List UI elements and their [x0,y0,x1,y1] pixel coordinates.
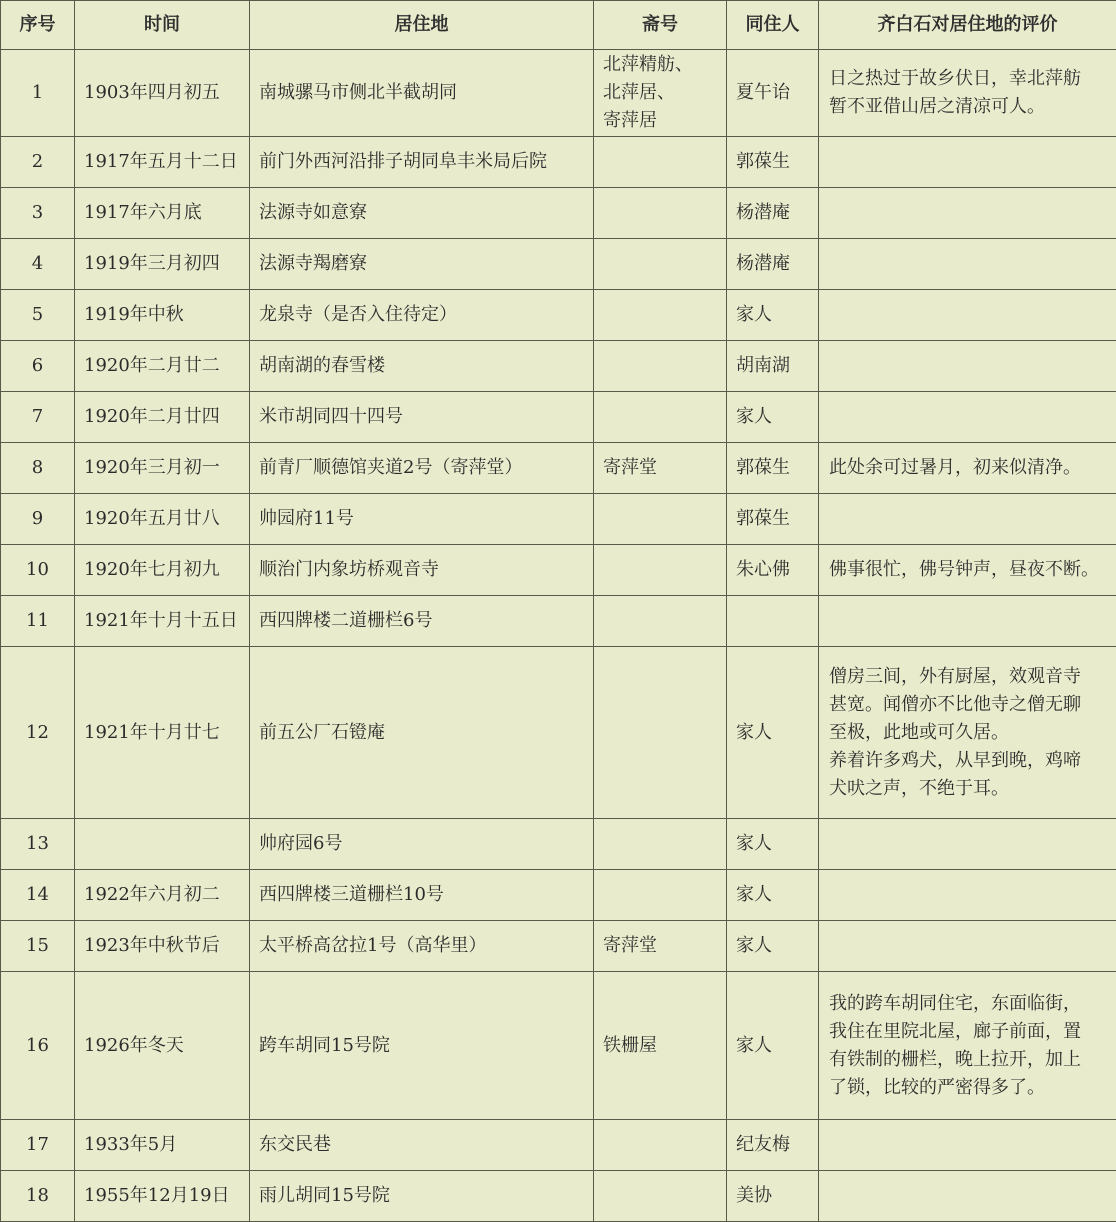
cell-time: 1926年冬天 [75,972,250,1120]
remark-line: 至极，此地或可久居。 [829,721,1009,743]
cell-time: 1919年三月初四 [75,239,250,290]
cell-studio [594,443,727,494]
cell-place: 法源寺羯磨寮 [250,239,594,290]
cell-place: 法源寺如意寮 [250,188,594,239]
cell-studio [594,870,727,921]
cell-studio [594,647,727,819]
remark-line: 日之热过于故乡伏日，幸北萍舫 [829,68,1081,89]
cell-time: 1933年5月 [75,1120,250,1171]
studio-line: 北萍居、 [603,82,675,103]
cell-no: 17 [1,1120,75,1171]
header-row [1,1,1116,50]
cell-no: 14 [1,870,75,921]
cell-place: 胡南湖的春雪楼 [250,341,594,392]
cell-place: 跨车胡同15号院 [250,972,594,1120]
cell-studio [594,545,727,596]
cell-studio [594,819,727,870]
cell-no: 16 [1,972,75,1120]
cell-no: 8 [1,443,75,494]
cell-time: 1920年二月廿四 [75,392,250,443]
cell-studio [594,494,727,545]
cell-remark [819,972,1116,1120]
remark-line: 此处余可过暑月，初来似清净。 [829,457,1081,478]
cell-with: 杨潜庵 [727,188,819,239]
cell-place: 南城骡马市侧北半截胡同 [250,50,594,137]
cell-remark [819,596,1116,647]
cell-studio [594,392,727,443]
cell-no: 2 [1,137,75,188]
studio-line: 寄萍堂 [603,457,657,478]
cell-time: 1920年二月廿二 [75,341,250,392]
cell-place: 太平桥高岔拉1号（高华里） [250,921,594,972]
header-no: 序号 [1,1,75,50]
header-time: 时间 [75,1,250,50]
cell-time: 1917年六月底 [75,188,250,239]
cell-no: 6 [1,341,75,392]
table-row [1,443,1116,494]
cell-with: 家人 [727,972,819,1120]
table-row [1,188,1116,239]
cell-place: 西四牌楼三道栅栏10号 [250,870,594,921]
cell-time: 1955年12月19日 [75,1171,250,1222]
table-row [1,921,1116,972]
cell-with: 家人 [727,921,819,972]
table-row [1,1171,1116,1222]
cell-remark [819,392,1116,443]
remark-line: 养着许多鸡犬，从早到晚，鸡啼 [829,749,1081,771]
cell-remark [819,443,1116,494]
remark-line: 我住在里院北屋，廊子前面，置 [829,1020,1081,1042]
remark-line: 僧房三间，外有厨屋，效观音寺 [829,665,1081,687]
cell-studio [594,137,727,188]
cell-with: 郭葆生 [727,443,819,494]
cell-with: 郭葆生 [727,494,819,545]
cell-studio [594,1171,727,1222]
cell-no: 3 [1,188,75,239]
table-row [1,392,1116,443]
cell-remark [819,921,1116,972]
cell-time: 1920年三月初一 [75,443,250,494]
cell-with: 家人 [727,819,819,870]
cell-studio [594,972,727,1120]
cell-time: 1922年六月初二 [75,870,250,921]
cell-studio [594,239,727,290]
cell-studio [594,188,727,239]
cell-remark [819,1120,1116,1171]
table-row [1,290,1116,341]
cell-remark [819,545,1116,596]
cell-remark [819,341,1116,392]
table-row [1,239,1116,290]
cell-with: 家人 [727,870,819,921]
cell-remark [819,647,1116,819]
cell-time: 1920年七月初九 [75,545,250,596]
cell-time: 1917年五月十二日 [75,137,250,188]
cell-with: 郭葆生 [727,137,819,188]
header-with: 同住人 [727,1,819,50]
cell-studio [594,50,727,137]
table-body [1,50,1116,1222]
remark-line: 了锁，比较的严密得多了。 [829,1076,1045,1098]
cell-remark [819,188,1116,239]
header-remark: 齐白石对居住地的评价 [819,1,1116,50]
cell-time: 1923年中秋节后 [75,921,250,972]
remark-line: 我的跨车胡同住宅，东面临街， [829,992,1081,1014]
table-row [1,137,1116,188]
cell-studio [594,921,727,972]
cell-no: 13 [1,819,75,870]
cell-with: 家人 [727,647,819,819]
header-place: 居住地 [250,1,594,50]
cell-remark [819,819,1116,870]
cell-no: 11 [1,596,75,647]
cell-studio [594,1120,727,1171]
cell-place: 东交民巷 [250,1120,594,1171]
cell-with: 家人 [727,290,819,341]
table-row [1,494,1116,545]
table-row [1,972,1116,1120]
cell-with: 胡南湖 [727,341,819,392]
cell-time: 1903年四月初五 [75,50,250,137]
cell-no: 1 [1,50,75,137]
cell-time: 1920年五月廿八 [75,494,250,545]
cell-place: 前门外西河沿排子胡同阜丰米局后院 [250,137,594,188]
cell-remark [819,290,1116,341]
cell-with: 朱心佛 [727,545,819,596]
studio-line: 寄萍堂 [603,935,657,956]
cell-place: 雨儿胡同15号院 [250,1171,594,1222]
cell-place: 米市胡同四十四号 [250,392,594,443]
remark-line: 犬吠之声，不绝于耳。 [829,777,1009,799]
remark-line: 有铁制的栅栏，晚上拉开，加上 [829,1048,1081,1070]
cell-time: 1921年十月廿七 [75,647,250,819]
header-studio: 斋号 [594,1,727,50]
cell-place: 顺治门内象坊桥观音寺 [250,545,594,596]
table-row [1,870,1116,921]
cell-no: 18 [1,1171,75,1222]
table-row [1,819,1116,870]
remark-line: 甚宽。闻僧亦不比他寺之僧无聊 [829,693,1081,715]
cell-time: 1919年中秋 [75,290,250,341]
cell-place: 帅园府11号 [250,494,594,545]
cell-place: 龙泉寺（是否入住待定） [250,290,594,341]
cell-place: 前青厂顺德馆夹道2号（寄萍堂） [250,443,594,494]
table-row [1,596,1116,647]
cell-remark [819,494,1116,545]
cell-remark [819,870,1116,921]
cell-remark [819,1171,1116,1222]
cell-with: 杨潜庵 [727,239,819,290]
cell-remark [819,137,1116,188]
table-row [1,50,1116,137]
cell-with [727,596,819,647]
cell-no: 5 [1,290,75,341]
cell-studio [594,341,727,392]
cell-with: 夏午诒 [727,50,819,137]
cell-studio [594,596,727,647]
cell-place: 前五公厂石镫庵 [250,647,594,819]
cell-time [75,819,250,870]
table-row [1,341,1116,392]
table-row [1,545,1116,596]
studio-line: 北萍精舫、 [603,54,693,75]
remark-line: 佛事很忙，佛号钟声，昼夜不断。 [829,559,1099,580]
studio-line: 寄萍居 [603,110,657,131]
cell-with: 纪友梅 [727,1120,819,1171]
cell-with: 美协 [727,1171,819,1222]
cell-remark [819,239,1116,290]
remark-line: 暂不亚借山居之清凉可人。 [829,96,1045,117]
cell-remark [819,50,1116,137]
cell-time: 1921年十月十五日 [75,596,250,647]
cell-no: 7 [1,392,75,443]
cell-studio [594,290,727,341]
cell-no: 12 [1,647,75,819]
cell-place: 帅府园6号 [250,819,594,870]
table-row [1,1120,1116,1171]
cell-with: 家人 [727,392,819,443]
studio-line: 铁栅屋 [603,1034,657,1056]
cell-no: 10 [1,545,75,596]
table-row [1,647,1116,819]
cell-place: 西四牌楼二道栅栏6号 [250,596,594,647]
cell-no: 9 [1,494,75,545]
cell-no: 4 [1,239,75,290]
cell-no: 15 [1,921,75,972]
